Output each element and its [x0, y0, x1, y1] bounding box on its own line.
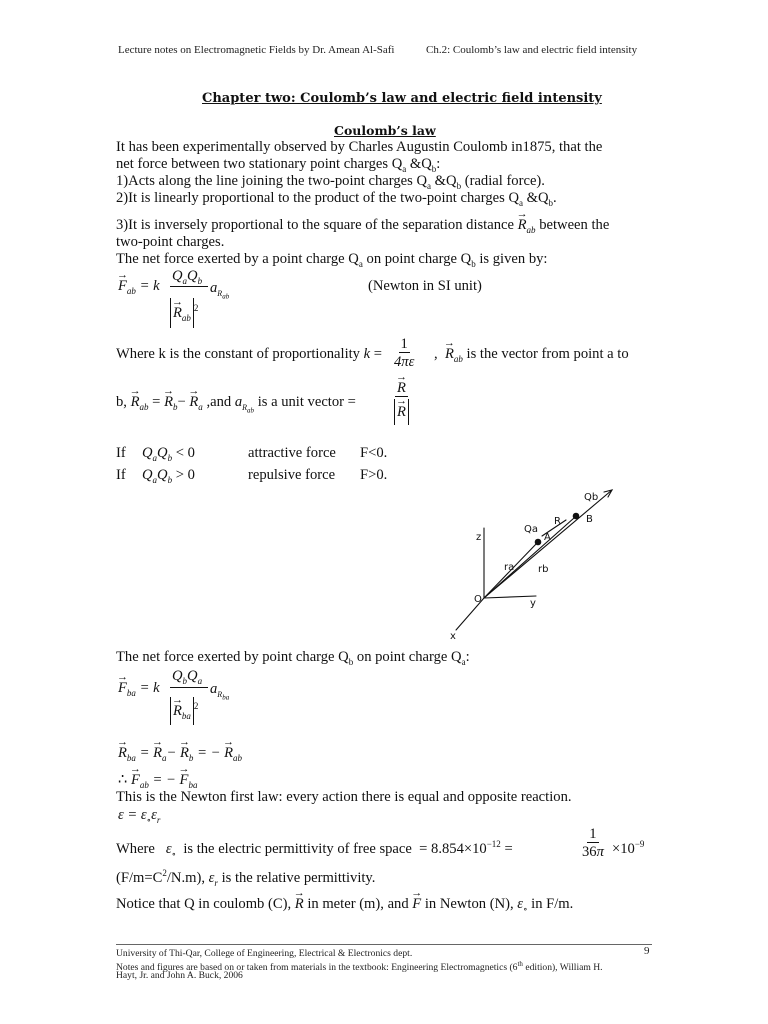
figure-label: Qb	[584, 492, 599, 503]
paragraph-line: b, → $R_{ab}$ = → $R_b- \to R_a$ ,and $a_{R_{ab}}$ is a unit vector =	[116, 394, 356, 420]
equation-rba: → $R_{ba}$ = → $R_a- \to R_b$ = − → $R_{ab}$	[118, 745, 242, 767]
list-item: 2)It is linearly proportional to the product of the two-point charges $Q_a$ $\&Q_b$.	[116, 190, 557, 208]
paragraph-line: , → $R_{ab}$ is the vector from point a to	[434, 346, 629, 368]
paragraph-line: net force between two stationary point charges $Q_a$ $\&Q_b$:	[116, 156, 441, 174]
paragraph-line: two-point charges.	[116, 234, 225, 250]
equation-fba: → $F_{ba} = k$	[118, 680, 160, 702]
condition-desc: repulsive force	[248, 467, 336, 483]
figure-label: Qa	[524, 524, 538, 535]
paragraph-line: It has been experimentally observed by Charles Augustin Coulomb in1875, that the	[116, 139, 603, 155]
figure-label: A	[544, 532, 551, 543]
list-item: 3)It is inversely proportional to the square of the separation distance → $R_{ab}$ between the	[116, 217, 609, 239]
condition-result: F<0.	[360, 445, 388, 461]
eps-fraction: $\frac{1}{36\pi}$	[582, 826, 604, 860]
equation-fab-fba: ∴ → $F_{ab}$ = − → $F_{ba}$	[118, 772, 197, 794]
paragraph-line: Where k is the constant of proportionality k =	[116, 346, 383, 362]
page-number: 9	[644, 945, 650, 957]
paragraph-line: $(F/m=C^2/N.m)$, $\varepsilon_r$ is the relative permittivity.	[116, 868, 376, 888]
paragraph-line: The net force exerted by point charge $Q_b$ on point charge $Q_a$:	[116, 649, 470, 667]
figure-label: O	[474, 594, 482, 605]
equation-fraction: $Q_aQ_b$	[172, 268, 203, 286]
equation-fab: → $F_{ab} = k$	[118, 278, 160, 300]
footer-line: Notes and figures are based on or taken from materials in the textbook: Engineering Electromagnetics (6th edition), William H.	[116, 960, 603, 974]
eps-multiplier: $\times 10^{-9}$	[612, 839, 645, 857]
k-fraction: $\frac{1}{4\pi\varepsilon}$	[394, 336, 415, 370]
footer-line: University of Thi-Qar, College of Engineering, Electrical & Electronics dept.	[116, 948, 413, 959]
figure-label: rb	[538, 564, 549, 575]
condition-desc: attractive force	[248, 445, 336, 461]
equation-denominator: → $R_{ba}^2$	[170, 697, 198, 725]
paragraph-line: The net force exerted by a point charge $Q_a$ on point charge $Q_b$ is given by:	[116, 251, 548, 269]
condition-line: If	[116, 445, 126, 461]
list-item: 1)Acts along the line joining the two-point charges $Q_a$ $\&Q_b$ (radial force).	[116, 173, 545, 191]
chapter-title: Chapter two: Coulomb’s law and electric field intensity	[202, 91, 602, 106]
footer-line: Hayt, Jr. and John A. Buck, 2006	[116, 970, 243, 981]
equation-epsilon: $\varepsilon = \varepsilon_\circ\varepsilon_r$	[118, 807, 161, 825]
unit-vector-fraction: → R → R	[392, 380, 411, 425]
condition-expr: $Q_aQ_b > 0$	[142, 467, 195, 485]
footer-divider	[116, 944, 652, 945]
paragraph-line: This is the Newton first law: every action there is equal and opposite reaction.	[116, 789, 572, 805]
unit-note: (Newton in SI unit)	[368, 278, 482, 294]
equation-denominator: → $R_{ab}^2$	[170, 298, 198, 328]
coulomb-diagram	[440, 484, 620, 646]
figure-label: z	[476, 532, 482, 543]
condition-result: F>0.	[360, 467, 388, 483]
figure-label: R	[554, 516, 561, 527]
figure-label: x	[450, 631, 456, 642]
paragraph-line: Notice that Q in coulomb (C), → R in meter (m), and → F in Newton (N), $\varepsilon_\circ$ in F/m.	[116, 896, 573, 918]
header-right: Ch.2: Coulomb’s law and electric field intensity	[426, 44, 638, 56]
figure-label: ra	[504, 562, 515, 573]
condition-expr: $Q_aQ_b < 0$	[142, 445, 195, 463]
condition-line: If	[116, 467, 126, 483]
equation-fraction: $Q_bQ_a$	[172, 668, 203, 686]
figure-label: y	[530, 598, 536, 609]
paragraph-line: Where $\varepsilon_\circ$ is the electric permittivity of free space = $8.854\times 10^{-12}$ =	[116, 839, 513, 859]
header-left: Lecture notes on Electromagnetic Fields by Dr. Amean Al-Safi	[118, 44, 395, 56]
section-title: Coulomb’s law	[334, 123, 436, 138]
equation-unit: $a_{R_{ab}}$	[210, 280, 230, 301]
equation-unit: $a_{R_{ba}}$	[210, 681, 230, 702]
figure-label: B	[586, 514, 593, 525]
